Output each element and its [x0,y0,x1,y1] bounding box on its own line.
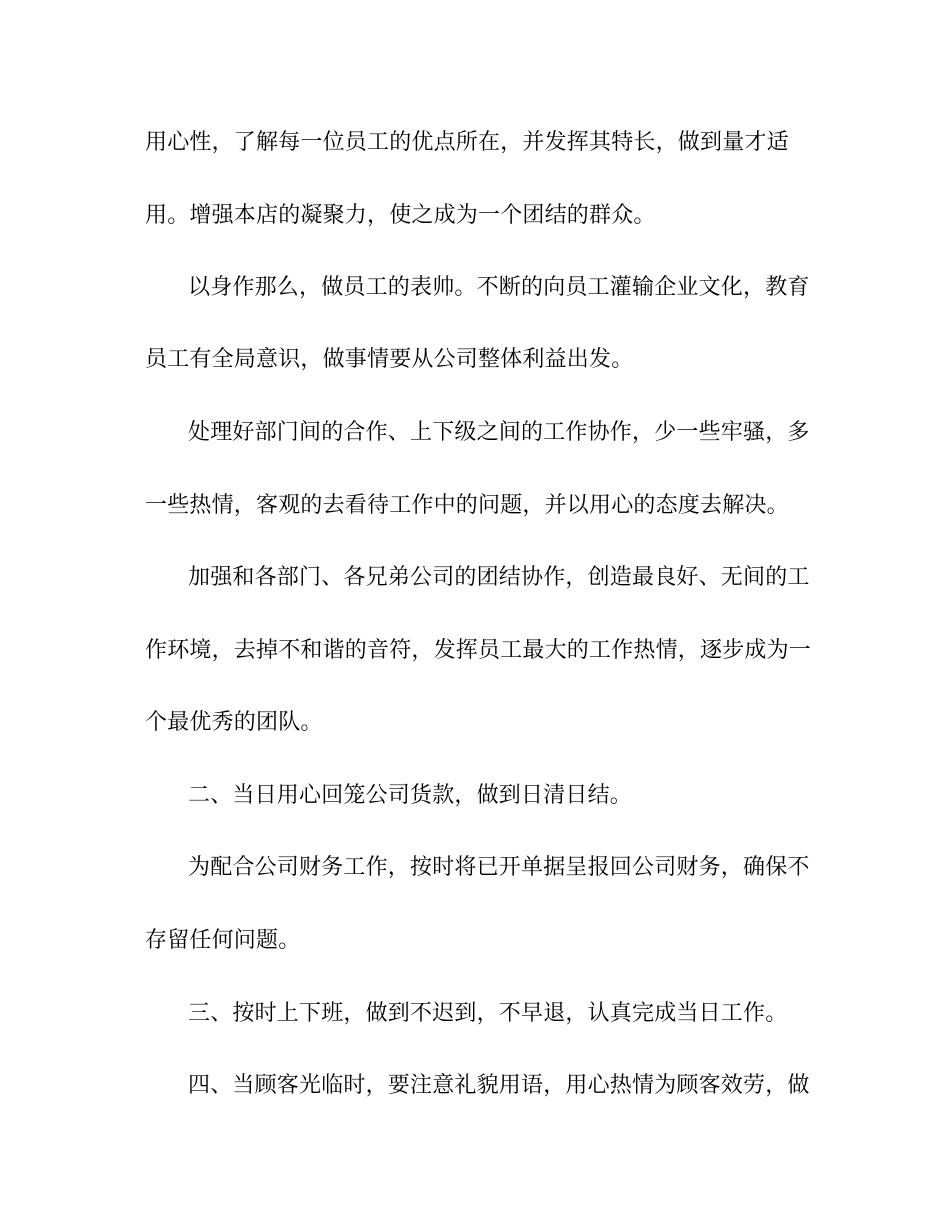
text-line: 用。增强本店的凝聚力，使之成为一个团结的群众。 [145,203,656,228]
text-line: 一些热情，客观的去看待工作中的问题，并以用心的态度去解决。 [145,493,789,518]
text-line: 员工有全局意识，做事情要从公司整体利益出发。 [145,347,634,372]
section-heading-line: 三、按时上下班，做到不迟到，不早退，认真完成当日工作。 [188,1001,788,1026]
paragraph-start-line: 加强和各部门、各兄弟公司的团结协作，创造最良好、无间的工 [188,565,810,590]
text-line: 作环境，去掉不和谐的音符，发挥员工最大的工作热情，逐步成为一 [145,638,812,663]
paragraph-start-line: 以身作那么，做员工的表帅。不断的向员工灌输企业文化，教育 [188,275,810,300]
paragraph-start-line: 处理好部门间的合作、上下级之间的工作协作，少一些牢骚，多 [188,420,810,445]
text-line: 个最优秀的团队。 [145,710,323,735]
text-line: 用心性，了解每一位员工的优点所在，并发挥其特长，做到量才适 [145,130,789,155]
paragraph-start-line: 为配合公司财务工作，按时将已开单据呈报回公司财务，确保不 [188,855,810,880]
text-line: 存留任何问题。 [145,928,301,953]
section-heading-line: 二、当日用心回笼公司货款，做到日清日结。 [188,783,633,808]
section-heading-line: 四、当顾客光临时，要注意礼貌用语，用心热情为顾客效劳，做 [188,1073,810,1098]
